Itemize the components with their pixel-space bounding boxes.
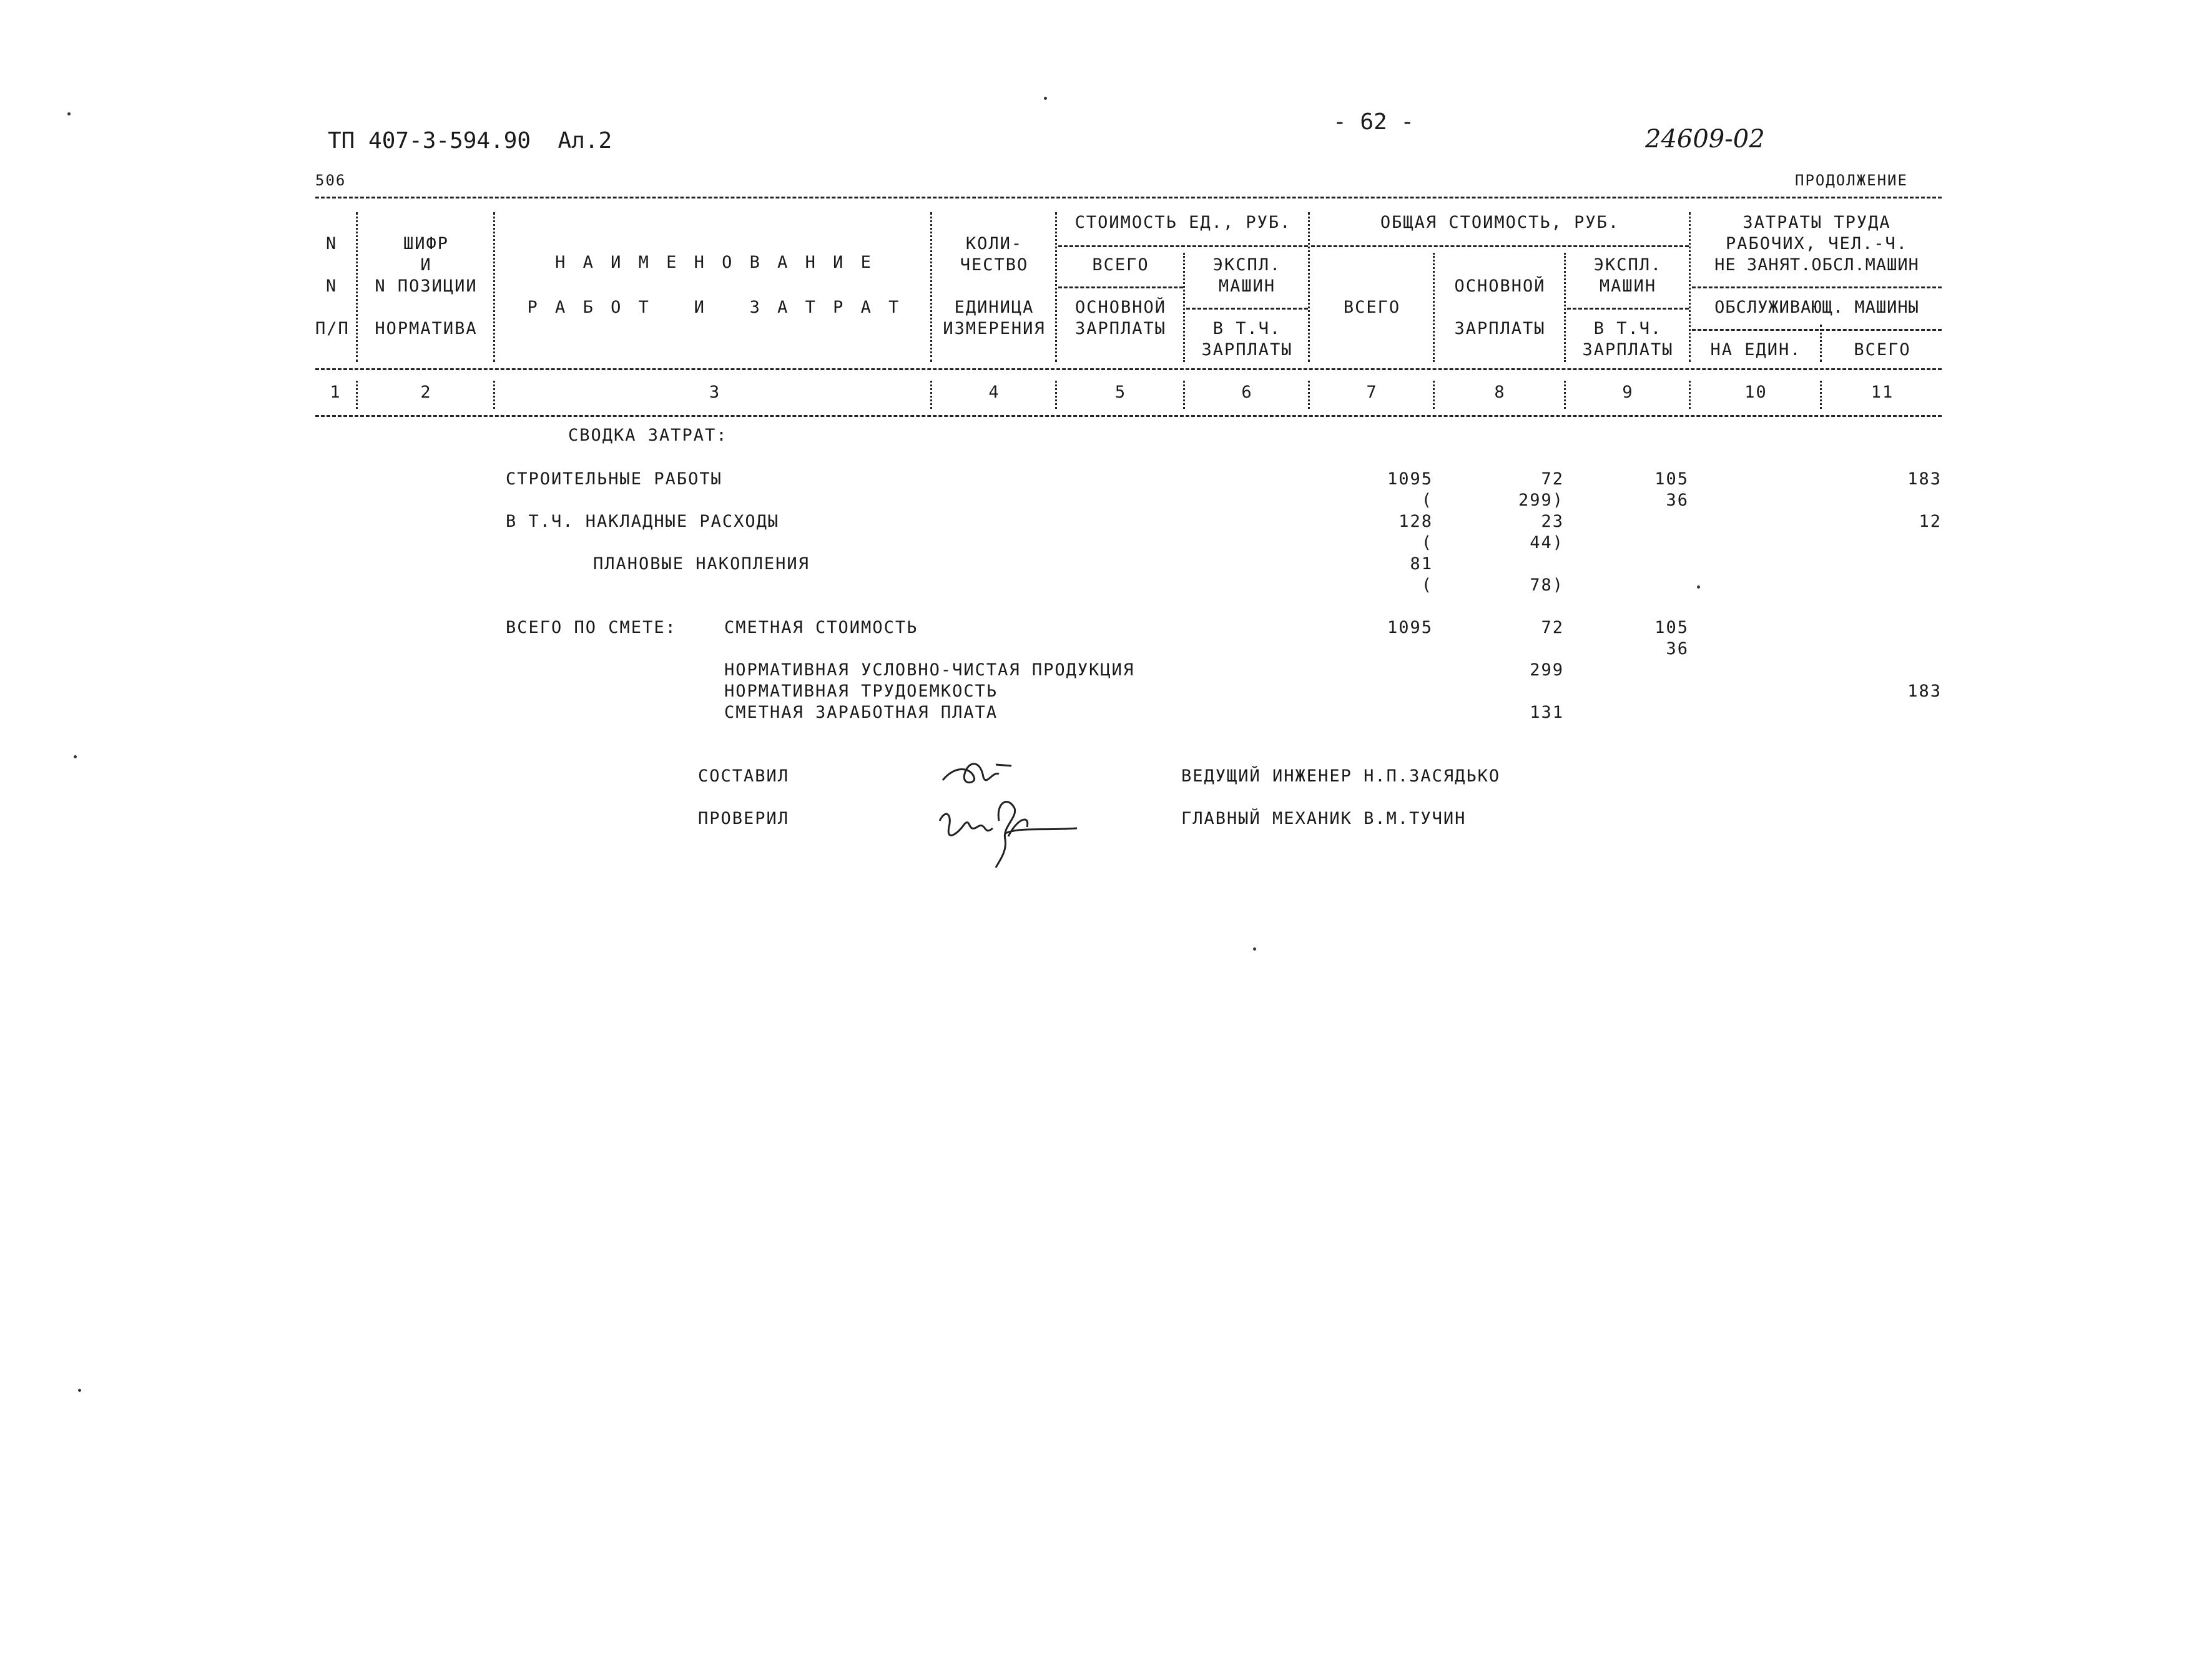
scan-speck [67, 112, 71, 115]
cell-labor-total: 183 [1907, 469, 1942, 489]
scan-speck [1697, 585, 1700, 589]
cell-wages: 72 [1541, 469, 1564, 489]
cell-total: ( [1421, 491, 1433, 510]
col3-title: Н А И М Е Н О В А Н И Е [555, 253, 875, 272]
col1-line: N [326, 234, 338, 253]
col9-line: ЗАРПЛАТЫ [1582, 340, 1674, 360]
col4-line: ЧЕСТВО [960, 255, 1029, 275]
estimate-machines-wages: 36 [1666, 639, 1689, 658]
col-separator [1183, 381, 1185, 409]
cell-total: ( [1421, 533, 1433, 552]
cell-labor-total: 12 [1919, 512, 1942, 531]
col7-label: ВСЕГО [1343, 298, 1401, 317]
cell-wages: 299) [1518, 491, 1564, 510]
col-number: 8 [1494, 383, 1506, 402]
col10-label: НА ЕДИН. [1710, 340, 1802, 360]
col4-line: ИЗМЕРЕНИЯ [943, 319, 1046, 338]
stamp-number: 24609-02 [1645, 125, 1765, 154]
col-separator [493, 381, 495, 409]
col9-line: МАШИН [1599, 276, 1657, 296]
col5-line: ЗАРПЛАТЫ [1074, 319, 1167, 338]
col6-line: ЭКСПЛ. [1212, 255, 1282, 275]
col5-line: ОСНОВНОЙ [1074, 298, 1167, 317]
col6-line: ЗАРПЛАТЫ [1201, 340, 1293, 360]
col-separator [356, 381, 358, 409]
col-number: 5 [1114, 383, 1127, 402]
col-separator [1183, 253, 1185, 362]
col-separator [1433, 381, 1435, 409]
labor-rule [1692, 329, 1942, 331]
col-number: 2 [420, 383, 432, 402]
col-number: 7 [1366, 383, 1378, 402]
normative-label: НОРМАТИВНАЯ УСЛОВНО-ЧИСТАЯ ПРОДУКЦИЯ [724, 660, 1135, 680]
scan-speck [1044, 97, 1047, 100]
normative-label: СМЕТНАЯ ЗАРАБОТНАЯ ПЛАТА [724, 703, 998, 722]
col-number: 6 [1241, 383, 1253, 402]
cell-machines: 105 [1654, 469, 1689, 489]
unit-cost-title: СТОИМОСТЬ ЕД., РУБ. [1074, 213, 1292, 232]
col2-line: И [420, 255, 432, 275]
estimate-total: 1095 [1387, 618, 1433, 637]
labor-rule [1692, 286, 1942, 288]
col2-line: НОРМАТИВА [375, 319, 478, 338]
col8-line: ЗАРПЛАТЫ [1454, 319, 1546, 338]
estimate-prefix: ВСЕГО ПО СМЕТЕ: [506, 618, 677, 637]
estimate-wages: 72 [1541, 618, 1564, 637]
cell-wages: 23 [1541, 512, 1564, 531]
normative-value: 299 [1530, 660, 1564, 680]
row-label: СТРОИТЕЛЬНЫЕ РАБОТЫ [506, 469, 722, 489]
col-separator [1689, 381, 1691, 409]
col-number: 4 [988, 383, 1000, 402]
total-cost-title: ОБЩАЯ СТОИМОСТЬ, РУБ. [1380, 213, 1620, 232]
total-cost-rule [1311, 245, 1689, 247]
col1-line: N [326, 276, 338, 296]
col-number: 3 [709, 383, 721, 402]
col-separator [1055, 212, 1057, 362]
cell-total: 1095 [1387, 469, 1433, 489]
col-number: 10 [1744, 383, 1767, 402]
col1-line: П/П [315, 319, 350, 338]
col-separator [1308, 212, 1310, 362]
cell-total: 128 [1398, 512, 1433, 531]
col-number: 9 [1622, 383, 1634, 402]
col5-rule [1058, 286, 1183, 288]
col4-line: ЕДИНИЦА [954, 298, 1035, 317]
estimate-label: СМЕТНАЯ СТОИМОСТЬ [724, 618, 918, 637]
page-number: - 62 - [1333, 109, 1415, 135]
cell-total: 81 [1410, 554, 1433, 574]
scan-speck [1253, 947, 1256, 951]
header-mid-rule [315, 368, 1942, 370]
col6-line: МАШИН [1218, 276, 1276, 296]
scan-speck [78, 1389, 81, 1392]
col6-rule [1186, 308, 1308, 310]
col5-line: ВСЕГО [1092, 255, 1149, 275]
cell-total: ( [1421, 575, 1433, 595]
col-separator [493, 212, 495, 362]
header-bottom-rule [315, 415, 1942, 417]
col-separator [930, 212, 932, 362]
col-separator [1689, 212, 1691, 362]
col-number: 11 [1870, 383, 1894, 402]
labor-sub: ОБСЛУЖИВАЮЩ. МАШИНЫ [1714, 298, 1919, 317]
unit-cost-rule [1058, 245, 1308, 247]
cell-machines: 36 [1666, 491, 1689, 510]
cell-wages: 78) [1530, 575, 1564, 595]
labor-title: ЗАТРАТЫ ТРУДА [1743, 213, 1891, 232]
row-label: ПЛАНОВЫЕ НАКОПЛЕНИЯ [593, 554, 810, 574]
estimate-machines: 105 [1654, 618, 1689, 637]
normative-value: 131 [1530, 703, 1564, 722]
col9-line: ЭКСПЛ. [1593, 255, 1663, 275]
col8-line: ОСНОВНОЙ [1454, 276, 1546, 296]
normative-labor-total: 183 [1907, 682, 1942, 701]
section-title: СВОДКА ЗАТРАТ: [568, 426, 728, 445]
signature-role: СОСТАВИЛ [698, 766, 790, 786]
col4-line: КОЛИ- [965, 234, 1023, 253]
sheet-ref: 506 [315, 172, 347, 189]
col-separator [1564, 253, 1566, 362]
col2-line: ШИФР [403, 234, 450, 253]
labor-title: РАБОЧИХ, ЧЕЛ.-Ч. [1725, 234, 1909, 253]
col-separator [1055, 381, 1057, 409]
document-code: ТП 407-3-594.90 Ал.2 [328, 128, 612, 154]
signature-scribble [933, 790, 1083, 871]
col6-line: В Т.Ч. [1212, 319, 1282, 338]
normative-label: НОРМАТИВНАЯ ТРУДОЕМКОСТЬ [724, 682, 998, 701]
col9-line: В Т.Ч. [1593, 319, 1663, 338]
col-separator [930, 381, 932, 409]
continuation-label: ПРОДОЛЖЕНИЕ [1795, 172, 1908, 189]
col-separator [1564, 381, 1566, 409]
col11-label: ВСЕГО [1854, 340, 1911, 360]
col-number: 1 [330, 383, 342, 402]
signature-role: ПРОВЕРИЛ [698, 809, 790, 828]
col-separator [356, 212, 358, 362]
col2-line: N ПОЗИЦИИ [375, 276, 478, 296]
signature-position: ГЛАВНЫЙ МЕХАНИК В.М.ТУЧИН [1181, 809, 1467, 828]
row-label: В Т.Ч. НАКЛАДНЫЕ РАСХОДЫ [506, 512, 780, 531]
col-separator [1820, 381, 1822, 409]
scan-speck [74, 755, 77, 758]
col-separator [1433, 253, 1435, 362]
col9-rule [1567, 308, 1689, 310]
col-separator [1308, 381, 1310, 409]
col3-subtitle: Р А Б О Т И З А Т Р А Т [527, 298, 903, 317]
header-top-rule [315, 197, 1942, 198]
cell-wages: 44) [1530, 533, 1564, 552]
labor-sub: НЕ ЗАНЯТ.ОБСЛ.МАШИН [1714, 255, 1919, 275]
signature-position: ВЕДУЩИЙ ИНЖЕНЕР Н.П.ЗАСЯДЬКО [1181, 766, 1501, 786]
